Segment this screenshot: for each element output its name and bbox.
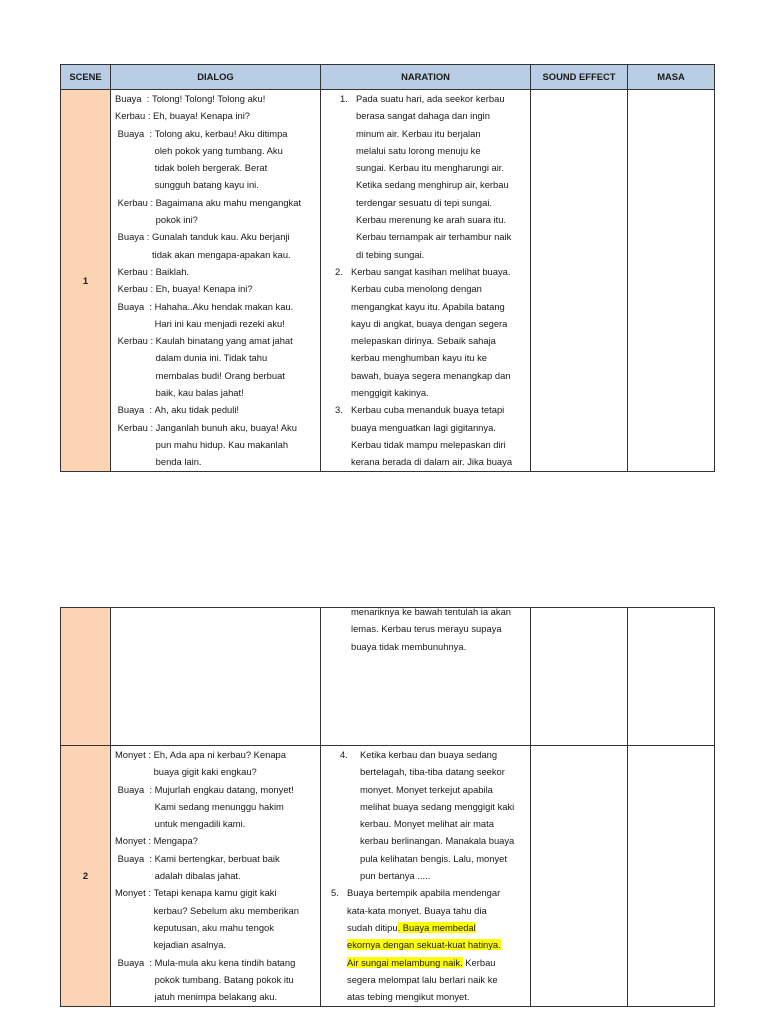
speaker: Kerbau : (115, 196, 156, 208)
line: Eh, Ada apa ni kerbau? Kenapa (153, 749, 286, 760)
dialog-line (111, 746, 320, 781)
dialog-line (111, 401, 320, 418)
line: baik, kau balas jahat! (155, 387, 244, 399)
dialog-line (111, 194, 320, 229)
dialog-line (111, 298, 320, 333)
highlighted-text: . Buaya membedal (397, 921, 476, 933)
line: adalah dibalas jahat. (154, 870, 241, 882)
dialog-line (111, 263, 320, 280)
speaker: Monyet : (115, 835, 154, 847)
line: kata-kata monyet. Buaya tahu dia (347, 904, 487, 916)
line: Hari ini kau menjadi rezeki aku! (154, 317, 285, 329)
line: Tolong! Tolong! Tolong aku! (152, 93, 266, 104)
speaker: Buaya : (115, 852, 155, 864)
line: bertelagah, tiba-tiba datang seekor (360, 766, 505, 778)
scene-row (61, 90, 715, 472)
masa-cell (628, 746, 715, 1007)
dialog-cell (111, 608, 321, 746)
speaker: Kerbau : (115, 335, 156, 347)
dialog-cell (111, 746, 321, 1007)
header-row (61, 65, 715, 90)
line: tidak akan mengapa-apakan kau. (152, 248, 291, 260)
highlighted-text: Air sungai melambung naik. (347, 956, 463, 968)
header-masa: MASA (628, 65, 715, 90)
line: di tebing sungai. (356, 248, 425, 260)
line: sungai. Kerbau itu mengharungi air. (356, 162, 505, 174)
line: Kami sedang menunggu hakim (154, 800, 284, 812)
item-number: 5. (331, 887, 339, 899)
dialog-line (111, 332, 320, 401)
sound-effect-cell (531, 608, 628, 746)
narration-item (340, 90, 524, 263)
scene-number: 2 (61, 746, 111, 1007)
line: melalui satu lorong menuju ke (356, 144, 481, 156)
line: Ketika sedang menghirup air, kerbau (356, 179, 509, 191)
line: Kerbau cuba menanduk buaya tetapi (351, 404, 505, 416)
line: pun bertanya ..... (360, 870, 431, 882)
speaker: Buaya : (115, 783, 155, 795)
speaker: Buaya : (115, 127, 155, 139)
line: pula kelihatan bengis. Lalu, monyet (360, 852, 507, 864)
dialog-line (111, 832, 320, 849)
line: kerbau menghumban kayu itu ke (351, 352, 488, 364)
line: kerbau? Sebelum aku memberikan (153, 904, 299, 916)
speaker: Kerbau : (115, 283, 156, 295)
dialog-line (111, 884, 320, 953)
line: kerbau. Monyet melihat air mata (360, 818, 494, 830)
line: Kami bertengkar, berbuat baik (154, 852, 280, 864)
line: atas tebing mengikut monyet. (347, 991, 470, 1003)
line: Tolong aku, kerbau! Aku ditimpa (154, 127, 288, 139)
item-number: 2. (335, 265, 343, 277)
speaker: Buaya : (115, 93, 153, 104)
line: Ketika kerbau dan buaya sedang (360, 749, 498, 760)
line: Kerbau sangat kasihan melihat buaya. (351, 265, 511, 277)
sound-effect-cell (531, 746, 628, 1007)
line: Mula-mula aku kena tindih batang (154, 956, 296, 968)
line: membalas budi! Orang berbuat (155, 369, 285, 381)
speaker: Monyet : (115, 887, 154, 899)
line: Baiklah. (155, 265, 190, 277)
line: minum air. Kerbau itu berjalan (356, 127, 481, 139)
line: terdengar sesuatu di tepi sungai. (356, 196, 493, 208)
item-number: 4. (340, 749, 348, 760)
continuation-row (61, 608, 715, 746)
line: kayu di angkat, buaya dengan segera (351, 317, 508, 329)
speaker: Monyet : (115, 749, 154, 760)
speaker: Kerbau : (115, 421, 156, 433)
line: buaya tidak membunuhnya. (351, 640, 467, 652)
speaker: Buaya : (115, 404, 155, 416)
masa-cell (628, 90, 715, 472)
line: bawah, buaya segera menangkap dan (351, 369, 511, 381)
dialog-line (111, 125, 320, 194)
narration-cell (321, 746, 531, 1007)
line: Eh, buaya! Kenapa ini? (155, 283, 253, 295)
line: Gunalah tanduk kau. Aku berjanji (152, 231, 290, 243)
line: Ah, aku tidak peduli! (154, 404, 240, 416)
item-number: 3. (335, 404, 343, 416)
line: berasa sangat dahaga dan ingin (356, 110, 490, 122)
header-dialog: DIALOG (111, 65, 321, 90)
line: benda lain. (155, 456, 202, 468)
narration-cell (321, 608, 531, 746)
header-sound-effect: SOUND EFFECT (531, 65, 628, 90)
line: lemas. Kerbau terus merayu supaya (351, 623, 502, 635)
narration-cell (321, 90, 531, 472)
line: melihat buaya sedang menggigit kaki (360, 800, 515, 812)
line: buaya gigit kaki engkau? (153, 766, 257, 778)
line: pokok ini? (155, 214, 198, 226)
header-scene: SCENE (61, 65, 111, 90)
dialog-line (111, 107, 320, 124)
line: segera melompat lalu berlari naik ke (347, 973, 498, 985)
sound-effect-cell (531, 90, 628, 472)
scene-table-1 (60, 64, 715, 472)
dialog-line (111, 419, 320, 471)
narration-item (335, 401, 524, 470)
line: pokok tumbang. Batang pokok itu (154, 973, 294, 985)
line: Janganlah bunuh aku, buaya! Aku (155, 421, 297, 433)
highlighted-text: ekornya dengan sekuat-kuat hatinya. (347, 939, 501, 951)
header-narration: NARATION (321, 65, 531, 90)
dialog-line (111, 90, 320, 107)
dialog-cell (111, 90, 321, 472)
line: menggigit kakinya. (351, 387, 429, 399)
item-number: 1. (340, 93, 348, 104)
dialog-line (111, 954, 320, 1006)
speaker: Kerbau : (115, 110, 154, 122)
narration-item (331, 884, 524, 1005)
line: mengangkat kayu itu. Apabila batang (351, 300, 505, 312)
line: menariknya ke bawah tentulah ia akan (351, 606, 511, 617)
line (347, 954, 524, 971)
line: Buaya bertempik apabila mendengar (347, 887, 501, 899)
line: Kerbau ternampak air terhambur naik (356, 231, 512, 243)
line: Kaulah binatang yang amat jahat (155, 335, 293, 347)
line: monyet. Monyet terkejut apabila (360, 783, 493, 795)
line: tidak boleh bergerak. Berat (154, 162, 268, 174)
line: Pada suatu hari, ada seekor kerbau (356, 93, 505, 104)
scene-row (61, 746, 715, 1007)
line (347, 936, 524, 953)
line (347, 919, 524, 936)
line: Bagaimana aku mahu mengangkat (155, 196, 302, 208)
speaker: Buaya : (115, 231, 153, 243)
line: Eh, buaya! Kenapa ini? (153, 110, 250, 122)
line: Kerbau merenung ke arah suara itu. (356, 214, 507, 226)
narration-item (335, 263, 524, 401)
line: kerbau berlinangan. Manakala buaya (360, 835, 515, 847)
line: kerana berada di dalam air. Jika buaya (351, 456, 513, 468)
line: Mujurlah engkau datang, monyet! (154, 783, 294, 795)
line: dalam dunia ini. Tidak tahu (155, 352, 268, 364)
scene-cell-continued (61, 608, 111, 746)
scene-number: 1 (61, 90, 111, 472)
line: Kerbau tidak mampu melepaskan diri (351, 438, 506, 450)
line: kejadian asalnya. (153, 939, 227, 951)
speaker: Kerbau : (115, 265, 156, 277)
line: keputusan, aku mahu tengok (153, 921, 274, 933)
scene-table-2 (60, 607, 715, 1007)
masa-cell (628, 608, 715, 746)
line: Hahaha..Aku hendak makan kau. (154, 300, 294, 312)
line: buaya menguatkan lagi gigitannya. (351, 421, 496, 433)
line: oleh pokok yang tumbang. Aku (154, 144, 283, 156)
text: sudah ditipu (347, 921, 398, 933)
dialog-line (111, 280, 320, 297)
line: Tetapi kenapa kamu gigit kaki (153, 887, 277, 899)
line: Kerbau cuba menolong dengan (351, 283, 482, 295)
narration-item (340, 746, 524, 884)
speaker: Buaya : (115, 300, 155, 312)
text: Kerbau (462, 956, 496, 968)
line: jatuh menimpa belakang aku. (154, 991, 278, 1003)
line: pun mahu hidup. Kau makanlah (155, 438, 289, 450)
line: untuk mengadili kami. (154, 818, 246, 830)
line: melepaskan dirinya. Sebaik sahaja (351, 335, 496, 347)
line: Mengapa? (153, 835, 198, 847)
dialog-line (111, 781, 320, 833)
dialog-line (111, 228, 320, 263)
speaker: Buaya : (115, 956, 155, 968)
dialog-line (111, 850, 320, 885)
line: sungguh batang kayu ini. (154, 179, 259, 191)
